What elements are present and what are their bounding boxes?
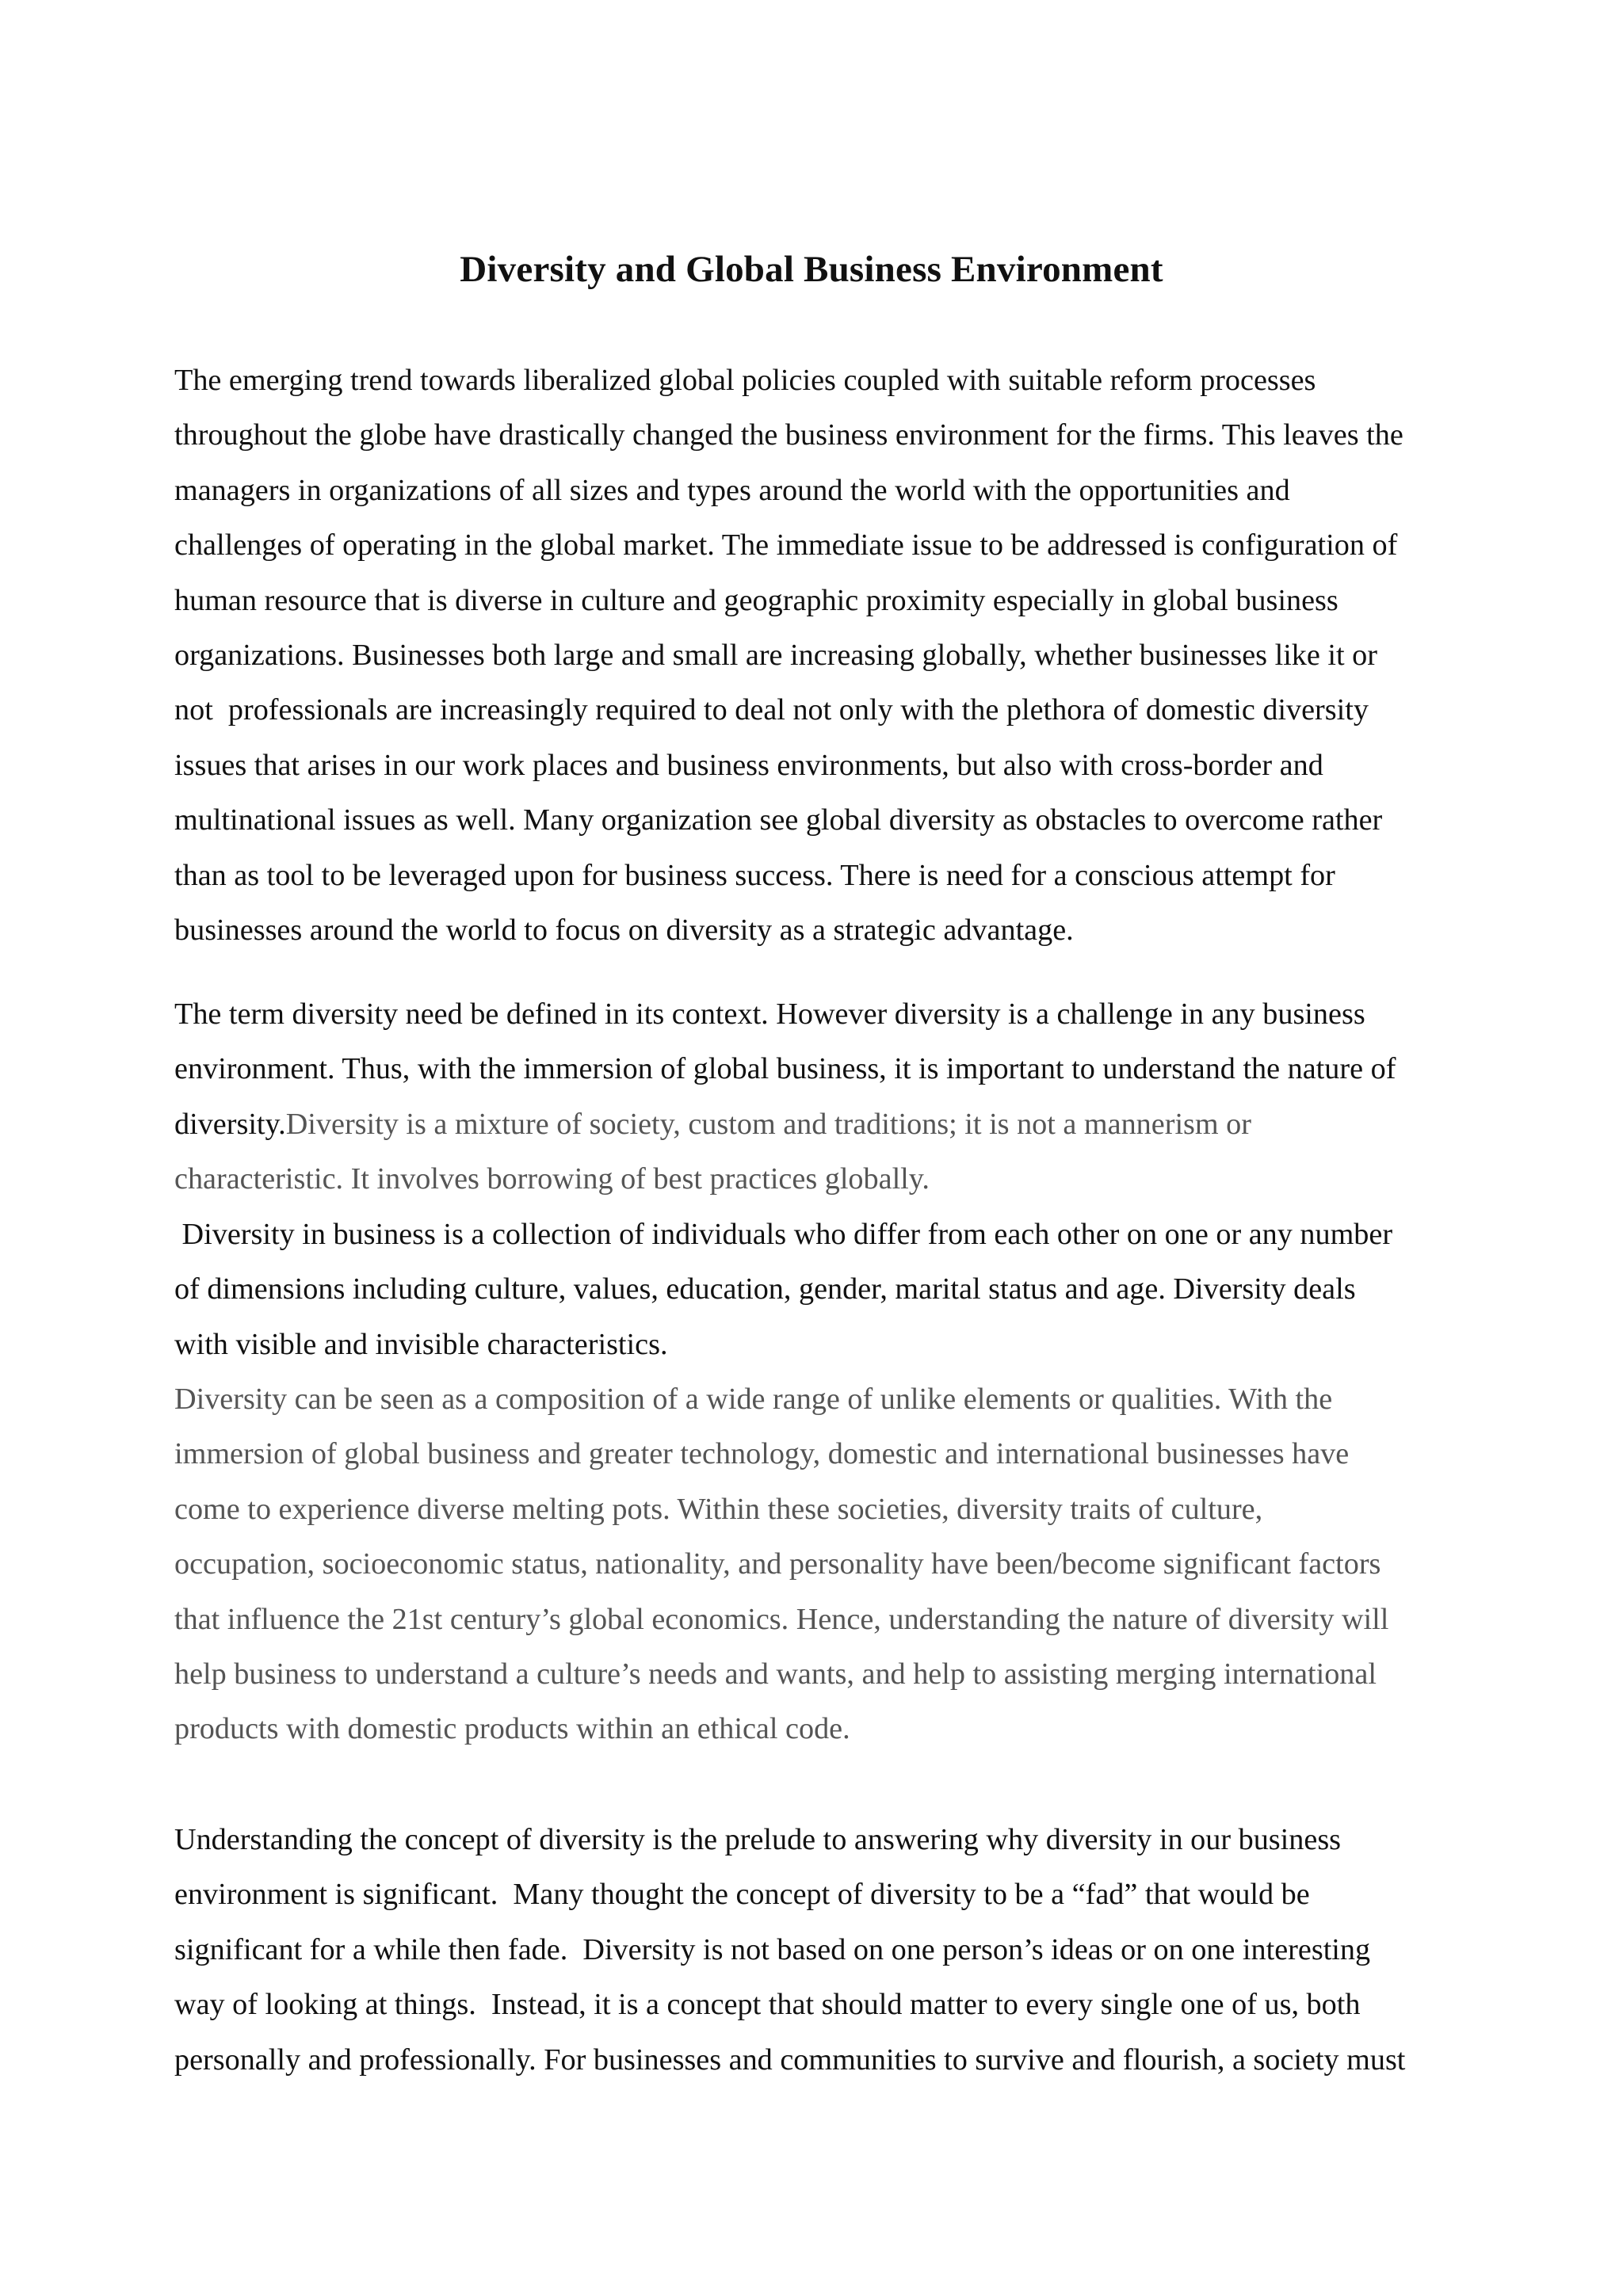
paragraph-line: that influence the 21st century’s global economics. Hence, understanding the nature of diversity will: [174, 1602, 1389, 1636]
paragraph-line: challenges of operating in the global market. The immediate issue to be addressed is configuration of: [174, 528, 1398, 563]
paragraph-line: Diversity can be seen as a composition of a wide range of unlike elements or qualities. With the: [174, 1383, 1333, 1416]
paragraph-line: not professionals are increasingly required to deal not only with the plethora of domestic diversity: [174, 693, 1369, 727]
paragraph-line: products with domestic products within an ethical code.: [174, 1712, 850, 1746]
paragraph-line: multinational issues as well. Many organization see global diversity as obstacles to overcome rather: [174, 803, 1383, 837]
paragraph-line: than as tool to be leveraged upon for business success. There is need for a conscious attempt for: [174, 858, 1335, 892]
paragraph-line: businesses around the world to focus on diversity as a strategic advantage.: [174, 913, 1074, 947]
paragraph-5: [174, 1813, 1482, 2088]
paragraph-line: environment is significant. Many thought the concept of diversity to be a “fad” that would be: [174, 1878, 1310, 1912]
paragraph-line: environment. Thus, with the immersion of global business, it is important to understand the nature of: [174, 1052, 1396, 1086]
paragraph-line: help business to understand a culture’s needs and wants, and help to assisting merging international: [174, 1657, 1377, 1691]
paragraph-line: personally and professionally. For businesses and communities to survive and flourish, a society must: [174, 2042, 1406, 2077]
paragraph-line: throughout the globe have drastically changed the business environment for the firms. This leaves the: [174, 418, 1403, 452]
paragraph-4: [174, 1372, 1482, 1757]
paragraph-line: occupation, socioeconomic status, nationality, and personality have been/become significant factors: [174, 1547, 1381, 1581]
paragraph-line: human resource that is diverse in culture and geographic proximity especially in global business: [174, 583, 1338, 617]
paragraph-line: Diversity in business is a collection of individuals who differ from each other on one or any number: [174, 1218, 1393, 1251]
paragraph-line: of dimensions including culture, values, education, gender, marital status and age. Diversity deals: [174, 1272, 1356, 1306]
paragraph-line: organizations. Businesses both large and small are increasing globally, whether businesses like it or: [174, 638, 1377, 672]
document-title: Diversity and Global Business Environment: [460, 249, 1163, 290]
paragraph-line: managers in organizations of all sizes and types around the world with the opportunities and: [174, 473, 1290, 507]
paragraph-line: issues that arises in our work places and business environments, but also with cross-border and: [174, 748, 1323, 782]
paragraph-1: [174, 353, 1482, 958]
paragraph-line: The emerging trend towards liberalized global policies coupled with suitable reform processes: [174, 364, 1316, 397]
paragraph-line: way of looking at things. Instead, it is a concept that should matter to every single one of us, both: [174, 1988, 1361, 2022]
paragraph-line: significant for a while then fade. Diversity is not based on one person’s ideas or on one interesting: [174, 1932, 1371, 1966]
paragraph-text-segment: diversity.: [174, 1107, 286, 1141]
paragraph-line: [174, 1097, 1482, 1152]
paragraph-line: The term diversity need be defined in its context. However diversity is a challenge in any business: [174, 997, 1365, 1031]
paragraph-3: [174, 1207, 1482, 1372]
paragraph-line: with visible and invisible characteristics.: [174, 1327, 668, 1361]
paragraph-line: immersion of global business and greater technology, domestic and international businesses have: [174, 1437, 1350, 1471]
paragraph-text-segment: Diversity is a mixture of society, custom and traditions; it is not a mannerism or: [285, 1107, 1251, 1141]
paragraph-line: Understanding the concept of diversity is the prelude to answering why diversity in our business: [174, 1823, 1342, 1856]
paragraph-line: come to experience diverse melting pots. Within these societies, diversity traits of culture,: [174, 1492, 1263, 1526]
paragraph-2: [174, 987, 1482, 1207]
paragraph-line: characteristic. It involves borrowing of best practices globally.: [174, 1162, 930, 1196]
